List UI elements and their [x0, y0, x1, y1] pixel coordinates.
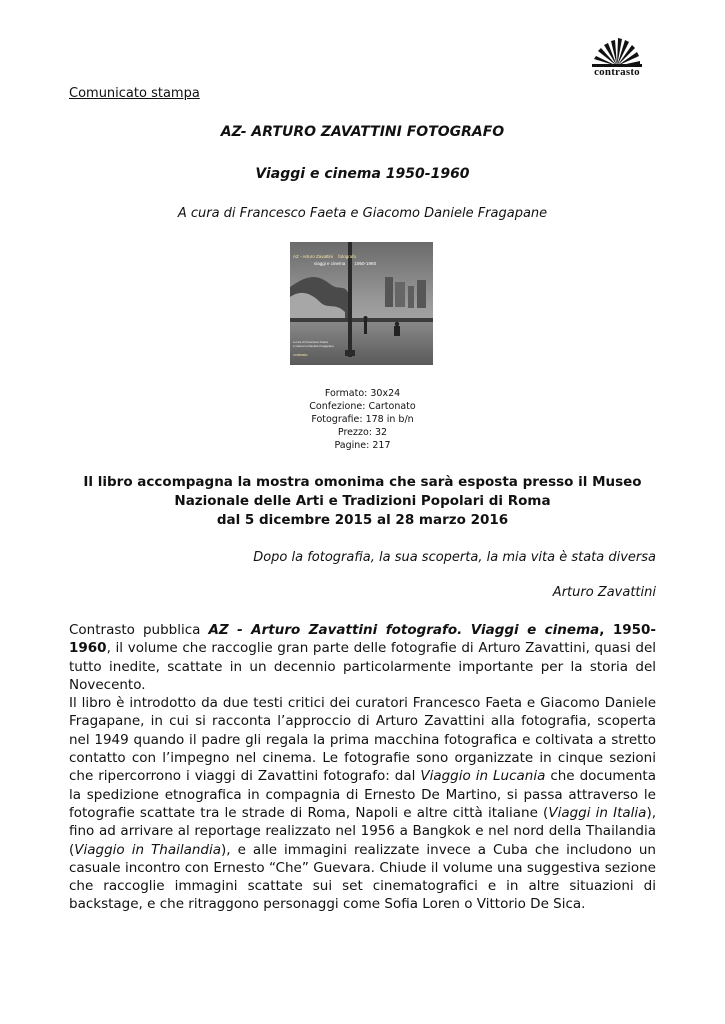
- spec-binding: Confezione: Cartonato: [309, 401, 416, 412]
- quote-author: Arturo Zavattini: [552, 585, 656, 600]
- body-text: [69, 621, 656, 914]
- curators-line: A cura di Francesco Faeta e Giacomo Daniele Fragapane: [177, 206, 548, 221]
- exhibition-announcement: Il libro accompagna la mostra omonima che sarà esposta presso il Museo Nazionale delle Arti e Tradizioni Popolari di Roma dal 5 dicembre 2015 al 28 marzo 2016: [83, 474, 642, 528]
- page-subtitle: Viaggi e cinema 1950-1960: [255, 166, 470, 182]
- cover-title-1: AZ - Arturo Zavattini fotografo: [293, 254, 357, 259]
- spec-pages: Pagine: 217: [334, 440, 391, 451]
- press-release-label: Comunicato stampa: [69, 86, 200, 101]
- cover-publisher: contrasto: [293, 353, 308, 357]
- spec-photos: Fotografie: 178 in b/n: [311, 414, 414, 425]
- cover-title-2: viaggi e cinema 1950-1960: [314, 261, 377, 266]
- logo-wordmark: contrasto: [594, 66, 640, 78]
- cover-bottom-text: a cura di Francesco Faeta e Giacomo Daniele Fragapane: [293, 340, 334, 348]
- paragraph-2: Il libro è introdotto da due testi critici dei curatori Francesco Faeta e Giacomo Daniele Fragapane, in cui si racconta l’approccio di Arturo Zavattini alla fotografia, scoperta nel 1949 quando il padre gli regala la prima macchina fotografica e coltivata a stretto contatto con l’impegno nel cinema. Le fotografie sono organizzate in cinque sezioni che ripercorrono i viaggi di Zavattini fotografo: dal Viaggio in Lucania che documenta la spedizione etnografica in compagnia di Ernesto De Martino, si passa attraverso le fotografie scattate tra le strade di Roma, Napoli e altre città italiane (Viaggi in Italia), fino ad arrivare al reportage realizzato nel 1956 a Bangkok e nel nord della Thailandia (Viaggio in Thailandia), e alle immagini realizzate invece a Cuba che includono un casuale incontro con Ernesto “Che” Guevara. Chiude il volume una suggestiva sezione che raccoglie immagini scattate sui set cinematografici e in altre situazioni di backstage, e che ritraggono personaggi come Sofia Loren o Vittorio De Sica.: [69, 695, 656, 913]
- paragraph-1: Contrasto pubblica AZ - Arturo Zavattini fotografo. Viaggi e cinema, 1950-1960, il volume che raccoglie gran parte delle fotografie di Arturo Zavattini, quasi del tutto inedite, scattate in un decennio particolarmente importante per la storia del Novecento.: [69, 622, 656, 693]
- spec-price: Prezzo: 32: [337, 427, 388, 438]
- book-cover-image: [290, 242, 433, 365]
- book-specs: [0, 387, 725, 452]
- page-title: AZ- ARTURO ZAVATTINI FOTOGRAFO: [220, 124, 505, 140]
- spec-format: Formato: 30x24: [324, 388, 401, 399]
- quote-text: Dopo la fotografia, la sua scoperta, la mia vita è stata diversa: [253, 550, 656, 565]
